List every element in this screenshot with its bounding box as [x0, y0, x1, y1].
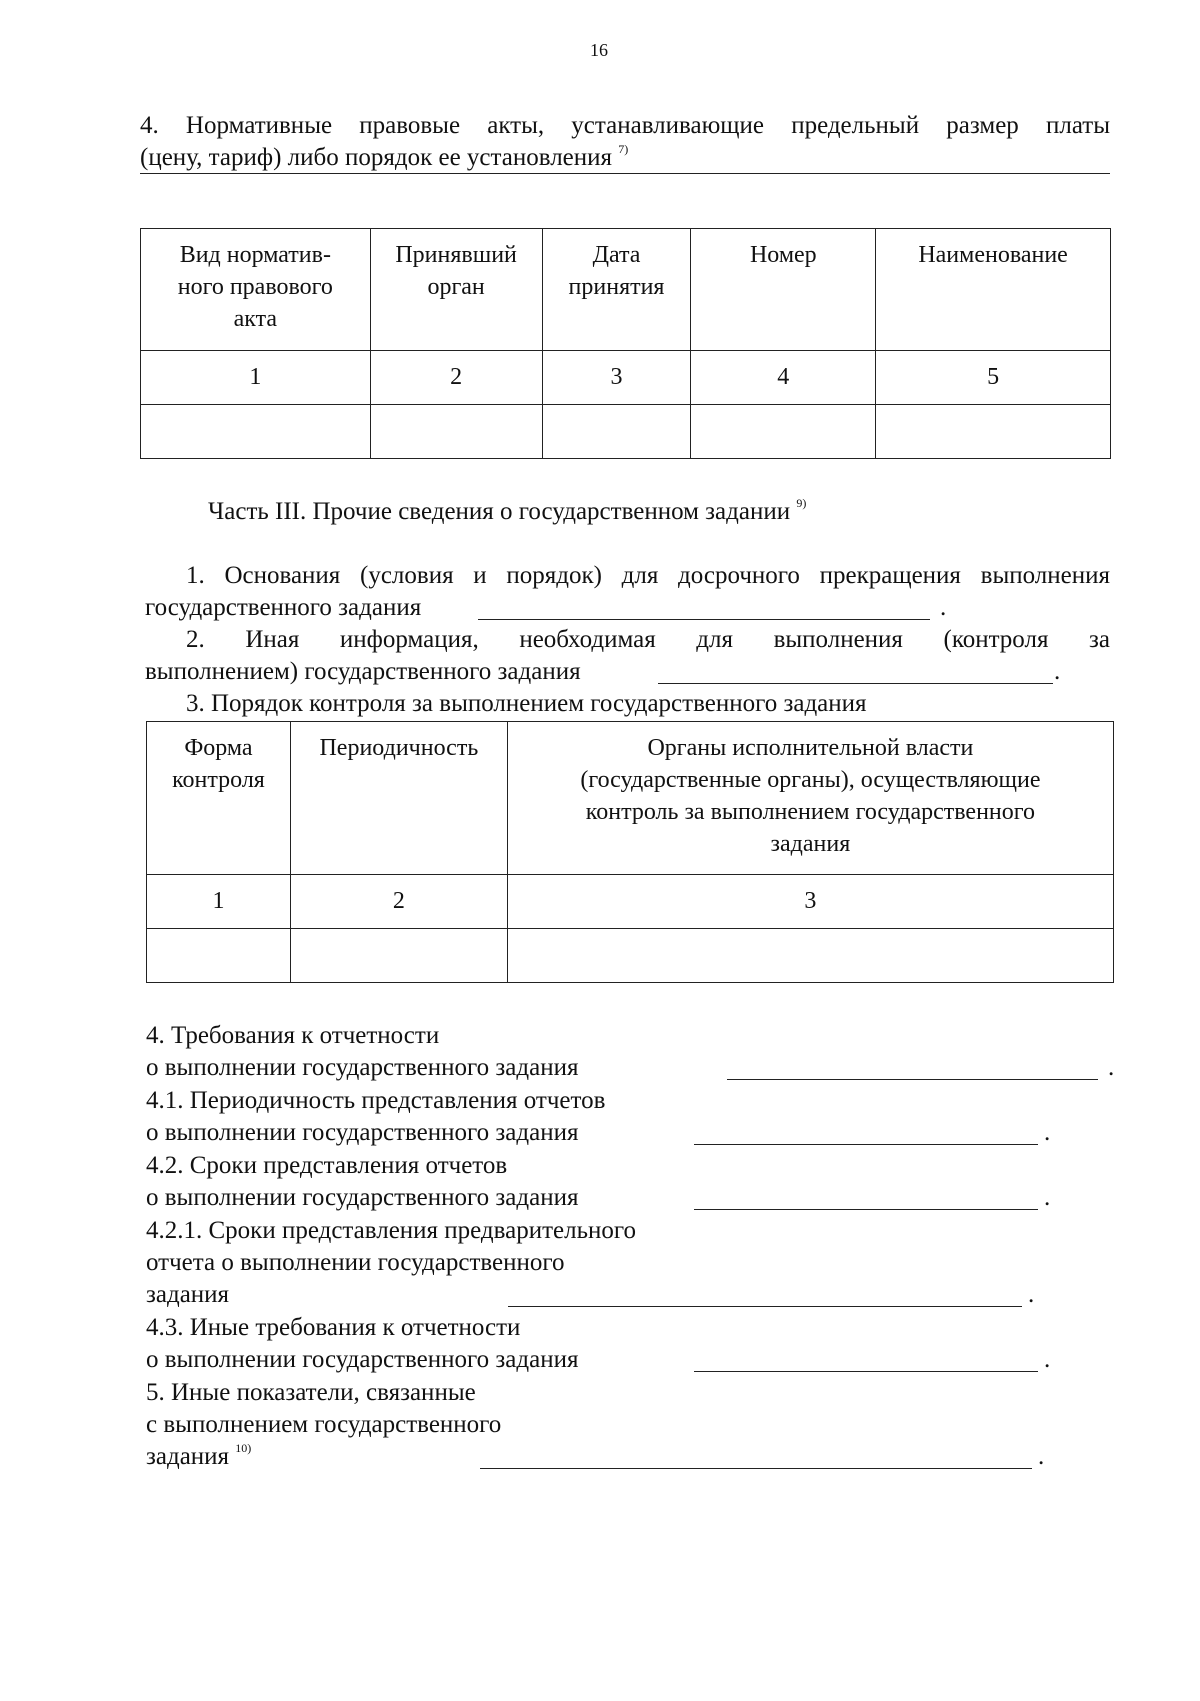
r421-line2: отчета о выполнении государственного: [146, 1249, 565, 1276]
table-number-row: [141, 351, 1111, 405]
table-empty-row: [141, 405, 1111, 459]
number-cell: 5: [876, 351, 1111, 405]
r421-period: .: [1028, 1281, 1035, 1308]
item2-blank[interactable]: [658, 682, 1053, 684]
item1-period: .: [940, 594, 947, 621]
r5-line3-text: задания: [146, 1443, 230, 1470]
item3-title: 3. Порядок контроля за выполнением государственного задания: [186, 690, 867, 717]
footnote-7: 7): [618, 142, 629, 156]
item2-line2: выполнением) государственного задания: [145, 658, 581, 685]
empty-cell[interactable]: [507, 929, 1113, 983]
number-cell: 3: [542, 351, 691, 405]
r41-line2: о выполнении государственного задания: [146, 1119, 579, 1146]
number-cell: 1: [147, 875, 291, 929]
number-cell: 4: [691, 351, 876, 405]
empty-cell[interactable]: [691, 405, 876, 459]
footnote-10: 10): [235, 1441, 252, 1455]
page-number: 16: [590, 40, 608, 60]
header-cell-number: Номер: [691, 229, 876, 351]
r42-blank[interactable]: [694, 1208, 1038, 1210]
r41-blank[interactable]: [694, 1143, 1038, 1145]
r43-line1: 4.3. Иные требования к отчетности: [146, 1314, 521, 1341]
section4-title-underline: [140, 172, 1110, 174]
r42-line2: о выполнении государственного задания: [146, 1184, 579, 1211]
header-cell-date: Дата принятия: [542, 229, 691, 351]
control-empty-row: [147, 929, 1114, 983]
number-cell: 2: [370, 351, 542, 405]
r5-line1: 5. Иные показатели, связанные: [146, 1379, 476, 1406]
r41-period: .: [1044, 1119, 1051, 1146]
control-table: [146, 721, 1114, 983]
number-cell: 1: [141, 351, 371, 405]
empty-cell[interactable]: [147, 929, 291, 983]
r5-line2: с выполнением государственного: [146, 1411, 502, 1438]
r4-blank[interactable]: [727, 1078, 1098, 1080]
r43-blank[interactable]: [694, 1370, 1038, 1372]
header-cell-control-bodies: Органы исполнительной власти (государственные органы), осуществляющие контроль за выполнением государственного задания: [507, 722, 1113, 875]
r421-blank[interactable]: [508, 1305, 1022, 1307]
r5-blank[interactable]: [480, 1467, 1032, 1469]
r5-period: .: [1038, 1443, 1045, 1470]
r42-period: .: [1044, 1184, 1051, 1211]
part3-title: [208, 496, 806, 528]
empty-cell[interactable]: [370, 405, 542, 459]
control-header-row: [147, 722, 1114, 875]
item1-blank[interactable]: [478, 618, 930, 620]
number-cell: 3: [507, 875, 1113, 929]
normative-acts-table: [140, 228, 1111, 459]
control-number-row: [147, 875, 1114, 929]
item2-line1: 2. Иная информация, необходимая для выполнения (контроля за: [186, 626, 1110, 653]
header-cell-authority: Принявший орган: [370, 229, 542, 351]
section4-title-line1: 4. Нормативные правовые акты, устанавливающие предельный размер платы: [140, 112, 1110, 139]
empty-cell[interactable]: [290, 929, 507, 983]
item1-line1: 1. Основания (условия и порядок) для досрочного прекращения выполнения: [186, 562, 1110, 589]
empty-cell[interactable]: [542, 405, 691, 459]
footnote-9: 9): [796, 496, 807, 510]
part3-title-text: Часть III. Прочие сведения о государственном задании: [208, 498, 791, 525]
r43-period: .: [1044, 1346, 1051, 1373]
r43-line2: о выполнении государственного задания: [146, 1346, 579, 1373]
header-cell-name: Наименование: [876, 229, 1111, 351]
header-cell-control-form: Форма контроля: [147, 722, 291, 875]
empty-cell[interactable]: [141, 405, 371, 459]
section4-title-text: (цену, тариф) либо порядок ее установления: [140, 144, 613, 171]
r5-line3: [146, 1441, 251, 1473]
r4-line1: 4. Требования к отчетности: [146, 1022, 440, 1049]
header-cell-periodicity: Периодичность: [290, 722, 507, 875]
item1-line2: государственного задания: [145, 594, 422, 621]
empty-cell[interactable]: [876, 405, 1111, 459]
r4-line2: о выполнении государственного задания: [146, 1054, 579, 1081]
section4-title-line2: [140, 142, 628, 174]
r42-line1: 4.2. Сроки представления отчетов: [146, 1152, 508, 1179]
item2-period: .: [1054, 658, 1061, 685]
number-cell: 2: [290, 875, 507, 929]
table-header-row: [141, 229, 1111, 351]
r41-line1: 4.1. Периодичность представления отчетов: [146, 1087, 606, 1114]
r421-line3: задания: [146, 1281, 230, 1308]
header-cell-act-type: Вид норматив- ного правового акта: [141, 229, 371, 351]
r4-period: .: [1108, 1054, 1115, 1081]
r421-line1: 4.2.1. Сроки представления предварительного: [146, 1217, 637, 1244]
